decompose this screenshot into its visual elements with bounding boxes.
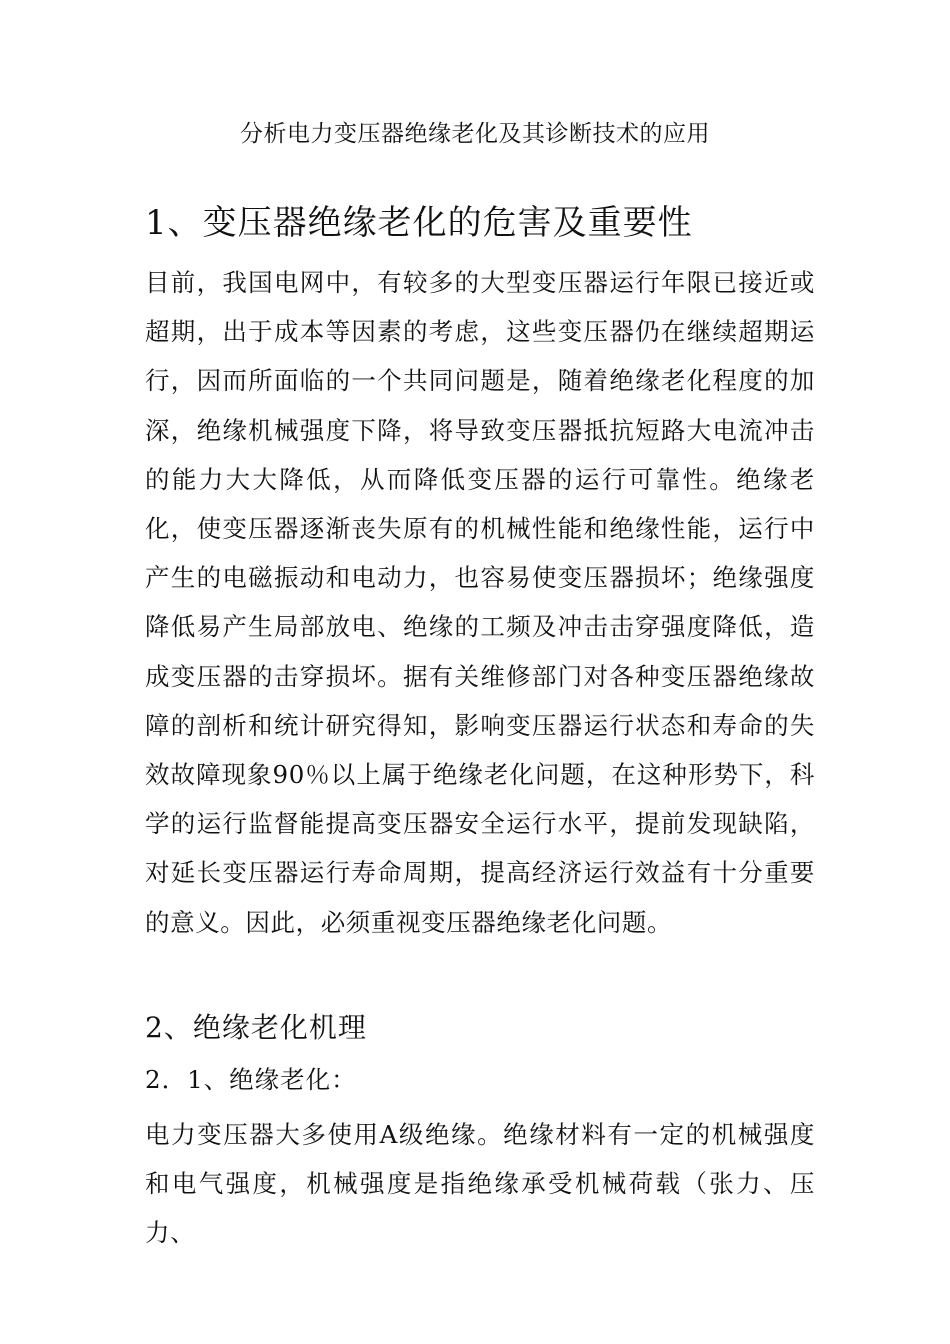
section-2-heading: 2、绝缘老化机理 xyxy=(145,1011,367,1044)
section-2-paragraph: 电力变压器大多使用A级绝缘。绝缘材料有一定的机械强度和电气强度，机械强度是指绝缘承受机械荷载（张力、压力、 xyxy=(145,1120,815,1248)
section-1-heading: 1、变压器绝缘老化的危害及重要性 xyxy=(145,203,693,243)
section-2-1-heading: 2．1、绝缘老化： xyxy=(145,1065,357,1094)
document-title: 分析电力变压器绝缘老化及其诊断技术的应用 xyxy=(240,121,710,147)
section-1-paragraph: 目前，我国电网中，有较多的大型变压器运行年限已接近或超期，出于成本等因素的考虑，这些变压器仍在继续超期运行，因而所面临的一个共同问题是，随着绝缘老化程度的加深，绝缘机械强度下降，将导致变压器抵抗短路大电流冲击的能力大大降低，从而降低变压器的运行可靠性。绝缘老化，使变压器逐渐丧失原有的机械性能和绝缘性能，运行中产生的电磁振动和电动力，也容易使变压器损坏；绝缘强度降低易产生局部放电、绝缘的工频及冲击击穿强度降低，造成变压器的击穿损坏。据有关维修部门对各种变压器绝缘故障的剖析和统计研究得知，影响变压器运行状态和寿命的失效故障现象90％以上属于绝缘老化问题，在这种形势下，科学的运行监督能提高变压器安全运行水平，提前发现缺陷，对延长变压器运行寿命周期，提高经济运行效益有十分重要的意义。因此，必须重视变压器绝缘老化问题。 xyxy=(145,268,815,937)
